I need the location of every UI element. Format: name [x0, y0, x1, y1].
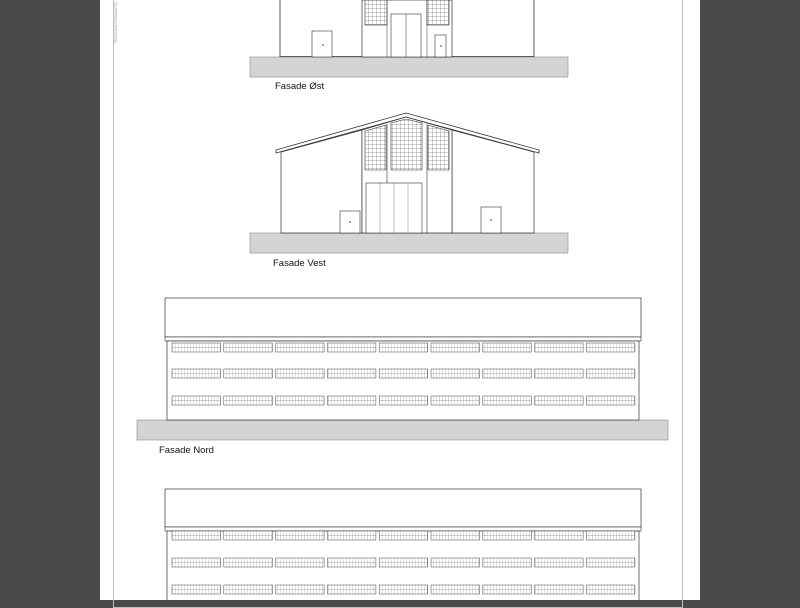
elevation-north: [137, 298, 668, 440]
caption-fasade-ost: Fasade Øst: [275, 81, 325, 92]
west-window-left: [365, 125, 386, 170]
caption-fasade-vest: Fasade Vest: [273, 258, 326, 269]
north-roof: [165, 298, 641, 337]
south-roof: [165, 489, 641, 527]
east-ground: [250, 57, 568, 77]
sheet-side-label: TEGNINGSNR/DATO: [113, 2, 118, 44]
elevation-drawings: [100, 0, 700, 600]
caption-fasade-nord: Fasade Nord: [159, 445, 214, 456]
north-wall: [167, 341, 639, 420]
north-ground: [137, 420, 668, 440]
elevation-east: [250, 0, 568, 77]
elevation-south: [165, 489, 641, 600]
west-window-center: [391, 119, 422, 170]
east-window-right: [427, 0, 449, 25]
drawing-sheet: [100, 0, 700, 600]
east-window-left: [365, 0, 387, 25]
elevation-west: [250, 113, 568, 253]
east-door-left: [312, 31, 332, 57]
west-ground: [250, 233, 568, 253]
west-window-right: [428, 125, 449, 170]
